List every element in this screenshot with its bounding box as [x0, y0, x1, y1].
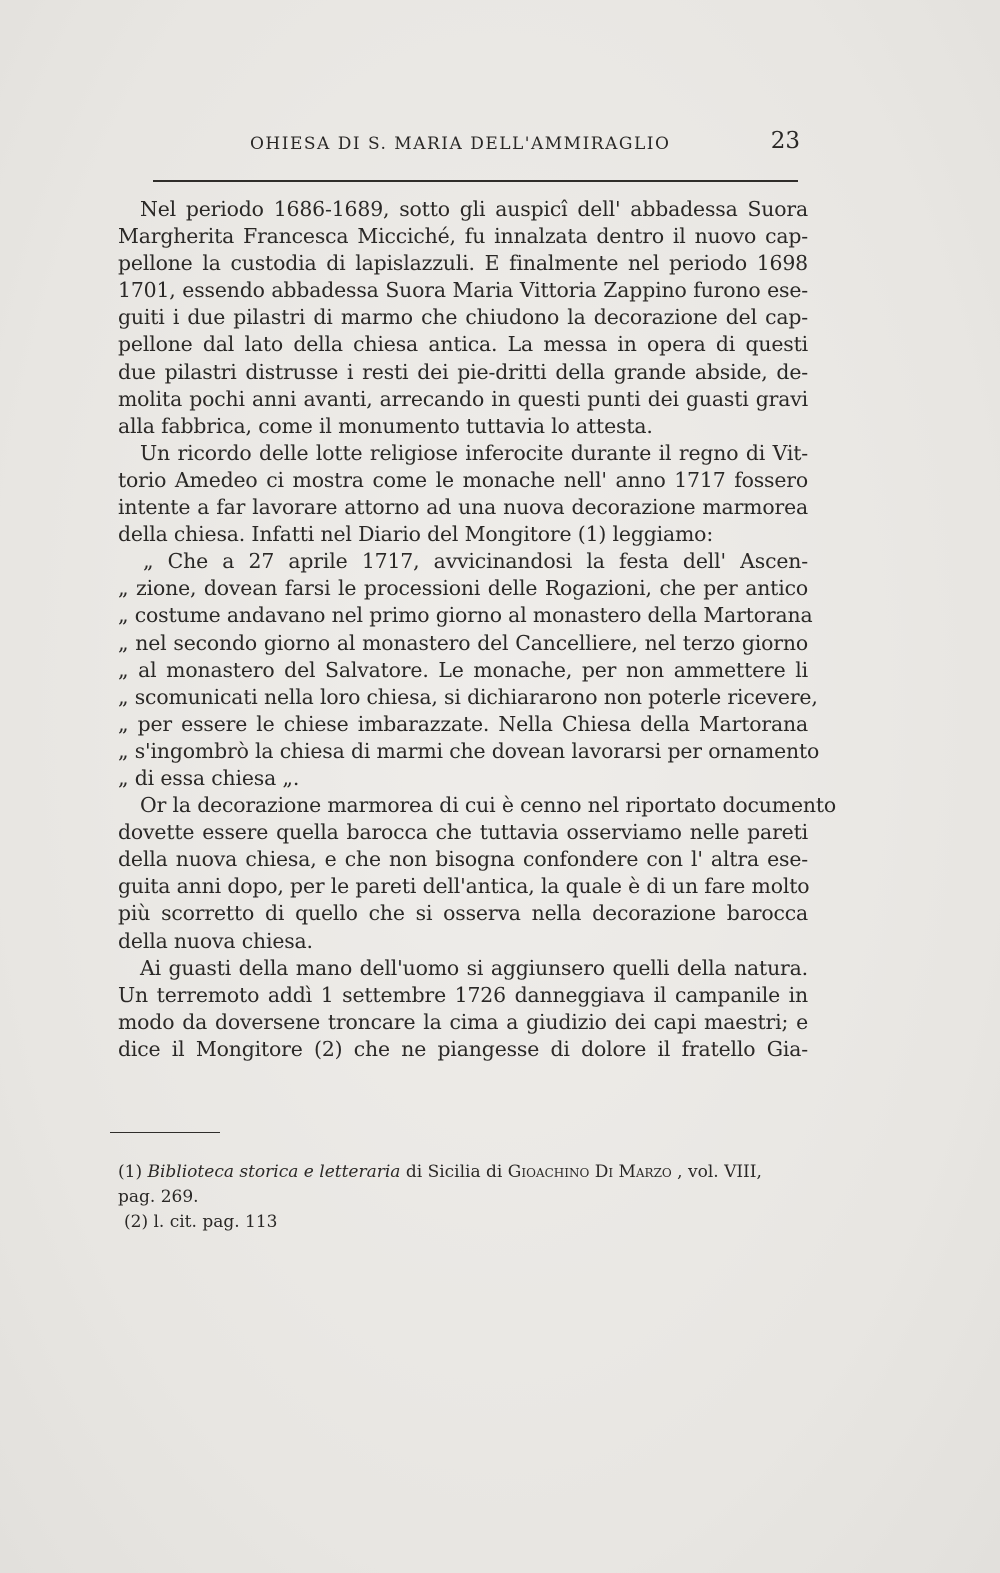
footnote-connector: di Sicilia di	[405, 1162, 503, 1182]
body-text	[118, 196, 837, 1063]
text-line: Un ricordo delle lotte religiose inferocite durante il regno di Vit-	[140, 440, 808, 465]
quote-line: „ per essere le chiese imbarazzate. Nella Chiesa della Martorana	[118, 711, 808, 736]
text-line: Nel periodo 1686-1689, sotto gli auspicî dell' abbadessa Suora	[140, 197, 808, 221]
text-line: Margherita Francesca Micciché, fu innalzata dentro il nuovo cap-	[118, 224, 808, 249]
header-rule	[153, 180, 798, 182]
footnote-1	[118, 1160, 808, 1185]
quote-line: „ zione, dovean farsi le processioni delle Rogazioni, che per antico	[118, 576, 808, 601]
text-line: intente a far lavorare attorno ad una nuova decorazione marmorea	[118, 495, 808, 520]
text-line: della chiesa. Infatti nel Diario del Mongitore (1) leggiamo:	[118, 522, 714, 547]
footnote-author: Gioachino Di Marzo	[507, 1162, 672, 1182]
footnote-1-continuation: pag. 269.	[118, 1187, 199, 1207]
text-line: pellone dal lato della chiesa antica. La messa in opera di questi	[118, 332, 808, 357]
footnote-marker: (1)	[118, 1162, 143, 1182]
page-number: 23	[770, 128, 800, 154]
quote-line: „ s'ingombrò la chiesa di marmi che dovean lavorarsi per ornamento	[118, 738, 820, 763]
running-title: OHIESA DI S. MARIA DELL'AMMIRAGLIO	[250, 134, 671, 154]
text-line: 1701, essendo abbadessa Suora Maria Vittoria Zappino furono ese-	[118, 278, 808, 303]
text-line: molita pochi anni avanti, arrecando in questi punti dei guasti gravi	[118, 386, 808, 411]
footnote-volume: , vol. VIII,	[677, 1162, 762, 1182]
footnote-rule	[110, 1132, 220, 1133]
text-line: più scorretto di quello che si osserva nella decorazione barocca	[118, 901, 808, 926]
text-line: modo da doversene troncare la cima a giudizio dei capi maestri; e	[118, 1009, 808, 1034]
text-line: della nuova chiesa, e che non bisogna confondere con l' altra ese-	[118, 847, 808, 872]
text-line: della nuova chiesa.	[118, 928, 313, 953]
quote-line: „ scomunicati nella loro chiesa, si dichiararono non poterle ricevere,	[118, 684, 818, 709]
footnote-work-title: Biblioteca storica e letteraria	[147, 1162, 401, 1182]
text-line: dovette essere quella barocca che tuttavia osserviamo nelle pareti	[118, 820, 808, 845]
running-header	[120, 128, 800, 162]
footnotes	[118, 1160, 808, 1235]
footnote-2: (2) l. cit. pag. 113	[124, 1212, 278, 1232]
text-line: due pilastri distrusse i resti dei pie-dritti della grande abside, de-	[118, 359, 808, 384]
text-line: torio Amedeo ci mostra come le monache nell' anno 1717 fossero	[118, 467, 808, 492]
text-line: Ai guasti della mano dell'uomo si aggiunsero quelli della natura.	[140, 955, 808, 980]
text-line: alla fabbrica, come il monumento tuttavia lo attesta.	[118, 413, 653, 438]
quote-line: „ nel secondo giorno al monastero del Cancelliere, nel terzo giorno	[118, 630, 808, 655]
quote-line: „ Che a 27 aprile 1717, avvicinandosi la festa dell' Ascen-	[143, 549, 808, 574]
text-line: guiti i due pilastri di marmo che chiudono la decorazione del cap-	[118, 305, 808, 330]
text-line: Or la decorazione marmorea di cui è cenno nel riportato documento	[140, 793, 837, 818]
text-line: pellone la custodia di lapislazzuli. E finalmente nel periodo 1698	[118, 251, 808, 276]
text-line: guita anni dopo, per le pareti dell'antica, la quale è di un fare molto	[118, 874, 810, 899]
quote-line: „ costume andavano nel primo giorno al monastero della Martorana	[118, 603, 813, 628]
text-line: Un terremoto addì 1 settembre 1726 danneggiava il campanile in	[118, 982, 808, 1007]
text-line: dice il Mongitore (2) che ne piangesse di dolore il fratello Gia-	[118, 1036, 808, 1061]
quote-line: „ al monastero del Salvatore. Le monache, per non ammettere li	[118, 657, 808, 682]
quote-line: „ di essa chiesa „.	[118, 765, 300, 790]
